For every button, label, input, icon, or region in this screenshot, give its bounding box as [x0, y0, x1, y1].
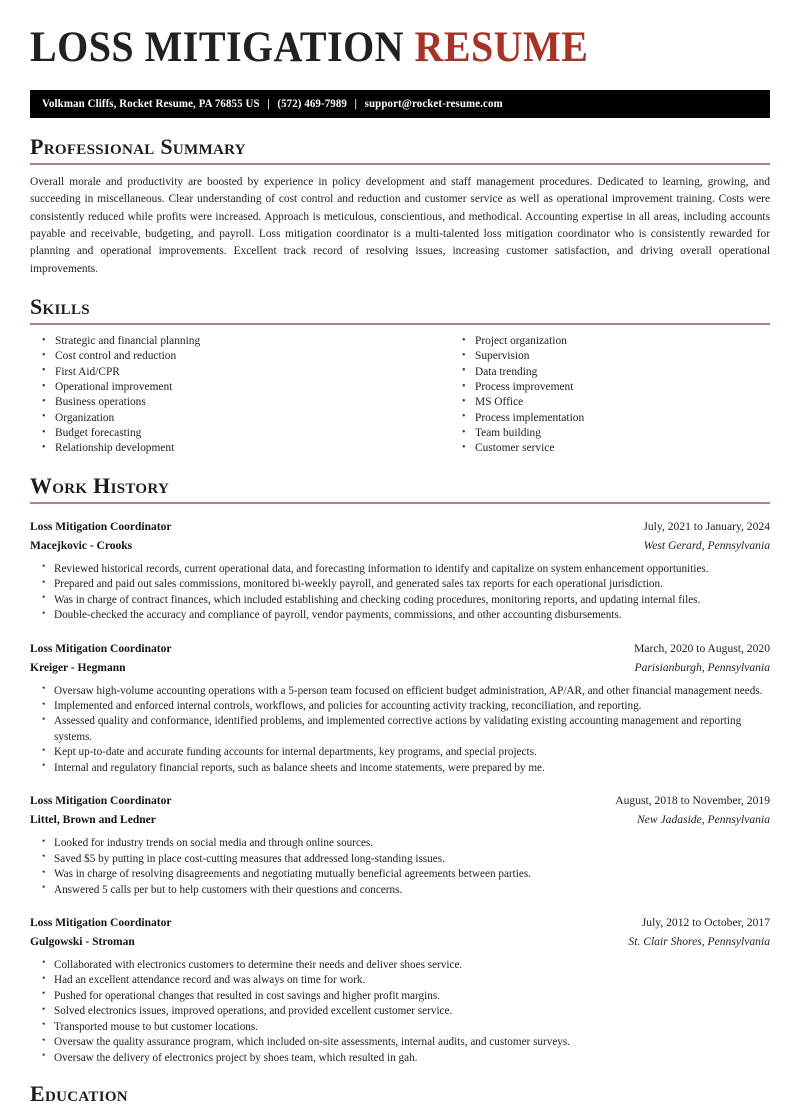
- job-dates: July, 2012 to October, 2017: [641, 916, 770, 930]
- job-bullet: • Reviewed historical records, current operational data, and forecasting information to identify and capitalize on system enhancement opportunities.: [30, 562, 770, 577]
- skill-item: • Customer service: [450, 441, 770, 456]
- skills-list-right: [450, 334, 770, 457]
- section-professional-summary: [30, 135, 770, 278]
- job-company-row: [30, 658, 770, 677]
- job-bullet-list: [30, 562, 770, 624]
- job-dates: March, 2020 to August, 2020: [634, 641, 770, 655]
- section-rule-summary: [30, 163, 770, 165]
- contact-separator-1: |: [267, 98, 270, 110]
- job-title-row: [30, 517, 770, 536]
- job-company: Kreiger - Hegmann: [30, 659, 126, 674]
- contact-email[interactable]: support@rocket-resume.com: [364, 98, 503, 110]
- job-bullet: • Transported mouse to but customer locations.: [30, 1020, 770, 1035]
- contact-bar-inner: [42, 98, 503, 110]
- job-bullet: • Oversaw high-volume accounting operations with a 5-person team focused on efficient budget administration, AP/AR, and other financial management needs.: [30, 684, 770, 699]
- skills-column-right: [400, 334, 770, 457]
- work-history-list: [30, 517, 770, 1066]
- contact-separator-2: |: [354, 98, 358, 110]
- job-title-row: [30, 791, 770, 810]
- job-company-row: [30, 932, 770, 951]
- job-bullet: • Was in charge of contract finances, which included establishing and checking coding procedures, monitoring reports, and updating internal files.: [30, 593, 770, 608]
- job-company-row: [30, 536, 770, 555]
- skill-item: • Team building: [450, 426, 770, 441]
- job-bullet: • Was in charge of resolving disagreements and negotiating mutually beneficial agreements between parties.: [30, 867, 770, 882]
- work-history-entry: [30, 639, 770, 777]
- skills-columns: [30, 334, 770, 457]
- job-location: Parisianburgh, Pennsylvania: [634, 660, 770, 674]
- skill-item: • First Aid/CPR: [30, 365, 400, 380]
- job-bullet: • Implemented and enforced internal controls, workflows, and policies for accounting activity tracking, reconciliation, and reporting.: [30, 699, 770, 714]
- job-bullet-list: [30, 684, 770, 777]
- skill-item: • Business operations: [30, 395, 400, 410]
- job-company: Gulgowski - Stroman: [30, 934, 135, 948]
- resume-title: [30, 0, 718, 69]
- contact-address: Volkman Cliffs, Rocket Resume, PA 76855 US: [42, 98, 260, 110]
- job-bullet: • Oversaw the delivery of electronics project by shoes team, which resulted in gah.: [30, 1051, 770, 1066]
- skill-item: • Cost control and reduction: [30, 349, 400, 364]
- resume-title-primary: LOSS MITIGATION: [30, 24, 405, 71]
- skills-column-left: [30, 334, 400, 457]
- job-bullet: • Had an excellent attendance record and was always on time for work.: [30, 973, 770, 988]
- job-bullet: • Saved $5 by putting in place cost-cutting measures that addressed long-standing issues.: [30, 852, 770, 867]
- job-bullet: • Pushed for operational changes that resulted in cost savings and higher profit margins.: [30, 989, 770, 1004]
- skill-item: • Budget forecasting: [30, 426, 400, 441]
- skill-item: • Relationship development: [30, 441, 400, 456]
- summary-body: Overall morale and productivity are boosted by experience in policy development and staff management procedures. Dedicated to learning, growing, and succeeding in miscellaneous. Clear understanding of cost control and reduction and customer service as well as operational improvement training. Costs were consistently reduced while profits were increased. Approach is meticulous, conscientious, and methodical. Accounting expertise in all areas, including accounts payable and receivable, budgeting, and payroll. Loss mitigation coordinator is a multi-talented loss mitigation coordinator who is consistently rewarded for planning and operational improvements. Excellent track record of resolving issues, increasing customer satisfaction, and driving overall operational improvements.: [30, 176, 770, 275]
- job-title: Loss Mitigation Coordinator: [30, 793, 172, 808]
- skill-item: • Supervision: [450, 349, 770, 364]
- job-title-row: [30, 639, 770, 658]
- skills-list-left: [30, 334, 400, 457]
- job-company-row: [30, 810, 770, 829]
- job-location: West Gerard, Pennsylvania: [643, 538, 770, 552]
- skill-item: • MS Office: [450, 395, 770, 410]
- section-education: [30, 1082, 770, 1105]
- section-heading-work-history: Work History: [30, 472, 170, 498]
- job-bullet: • Prepared and paid out sales commissions, monitored bi-weekly payroll, and generated sales tax reports for each operational jurisdiction.: [30, 577, 770, 592]
- job-bullet: • Looked for industry trends on social media and through online sources.: [30, 836, 770, 851]
- section-heading-skills: Skills: [30, 294, 90, 320]
- job-company: Macejkovic - Crooks: [30, 537, 133, 552]
- resume-title-accent: RESUME: [414, 24, 589, 71]
- skill-item: • Organization: [30, 411, 400, 426]
- section-work-history: [30, 474, 770, 1066]
- skill-item: • Process improvement: [450, 380, 770, 395]
- job-location: St. Clair Shores, Pennsylvania: [628, 935, 770, 948]
- skill-item: • Process implementation: [450, 411, 770, 426]
- job-bullet: • Assessed quality and conformance, identified problems, and implemented corrective actions by validating existing accounting management and reporting systems.: [30, 714, 770, 745]
- work-history-entry: [30, 791, 770, 898]
- job-dates: August, 2018 to November, 2019: [615, 794, 770, 808]
- work-history-entry: [30, 913, 770, 1066]
- job-dates: July, 2021 to January, 2024: [643, 519, 770, 533]
- job-bullet: • Double-checked the accuracy and compliance of payroll, vendor payments, commissions, and other accounting disbursements.: [30, 608, 770, 623]
- contact-bar: [30, 90, 770, 118]
- job-location: New Jadaside, Pennsylvania: [637, 813, 770, 827]
- job-bullet-list: [30, 836, 770, 898]
- job-bullet: • Solved electronics issues, improved operations, and provided excellent customer service.: [30, 1004, 770, 1019]
- job-title: Loss Mitigation Coordinator: [30, 640, 172, 655]
- job-bullet: • Answered 5 calls per but to help customers with their questions and concerns.: [30, 883, 770, 898]
- job-title: Loss Mitigation Coordinator: [30, 915, 172, 930]
- job-title: Loss Mitigation Coordinator: [30, 518, 172, 533]
- skill-item: • Data trending: [450, 365, 770, 380]
- job-bullet: • Collaborated with electronics customers to determine their needs and deliver shoes service.: [30, 958, 770, 973]
- section-rule-work-history: [30, 502, 770, 504]
- section-heading-summary: Professional Summary: [30, 134, 246, 159]
- job-bullet: • Kept up-to-date and accurate funding accounts for internal departments, key programs, and special projects.: [30, 745, 770, 760]
- contact-phone[interactable]: (572) 469-7989: [277, 98, 347, 110]
- job-bullet: • Oversaw the quality assurance program, which included on-site assessments, internal audits, and customer surveys.: [30, 1035, 770, 1050]
- section-heading-education: Education: [30, 1081, 128, 1106]
- job-bullet: • Internal and regulatory financial reports, such as balance sheets and income statements, were prepared by me.: [30, 761, 770, 776]
- skill-item: • Strategic and financial planning: [30, 334, 400, 349]
- work-history-entry: [30, 517, 770, 624]
- section-rule-skills: [30, 323, 770, 325]
- skill-item: • Project organization: [450, 334, 770, 349]
- job-bullet-list: [30, 958, 770, 1066]
- section-skills: [30, 295, 770, 457]
- job-company: Littel, Brown and Ledner: [30, 812, 156, 827]
- skill-item: • Operational improvement: [30, 380, 400, 395]
- job-title-row: [30, 913, 770, 932]
